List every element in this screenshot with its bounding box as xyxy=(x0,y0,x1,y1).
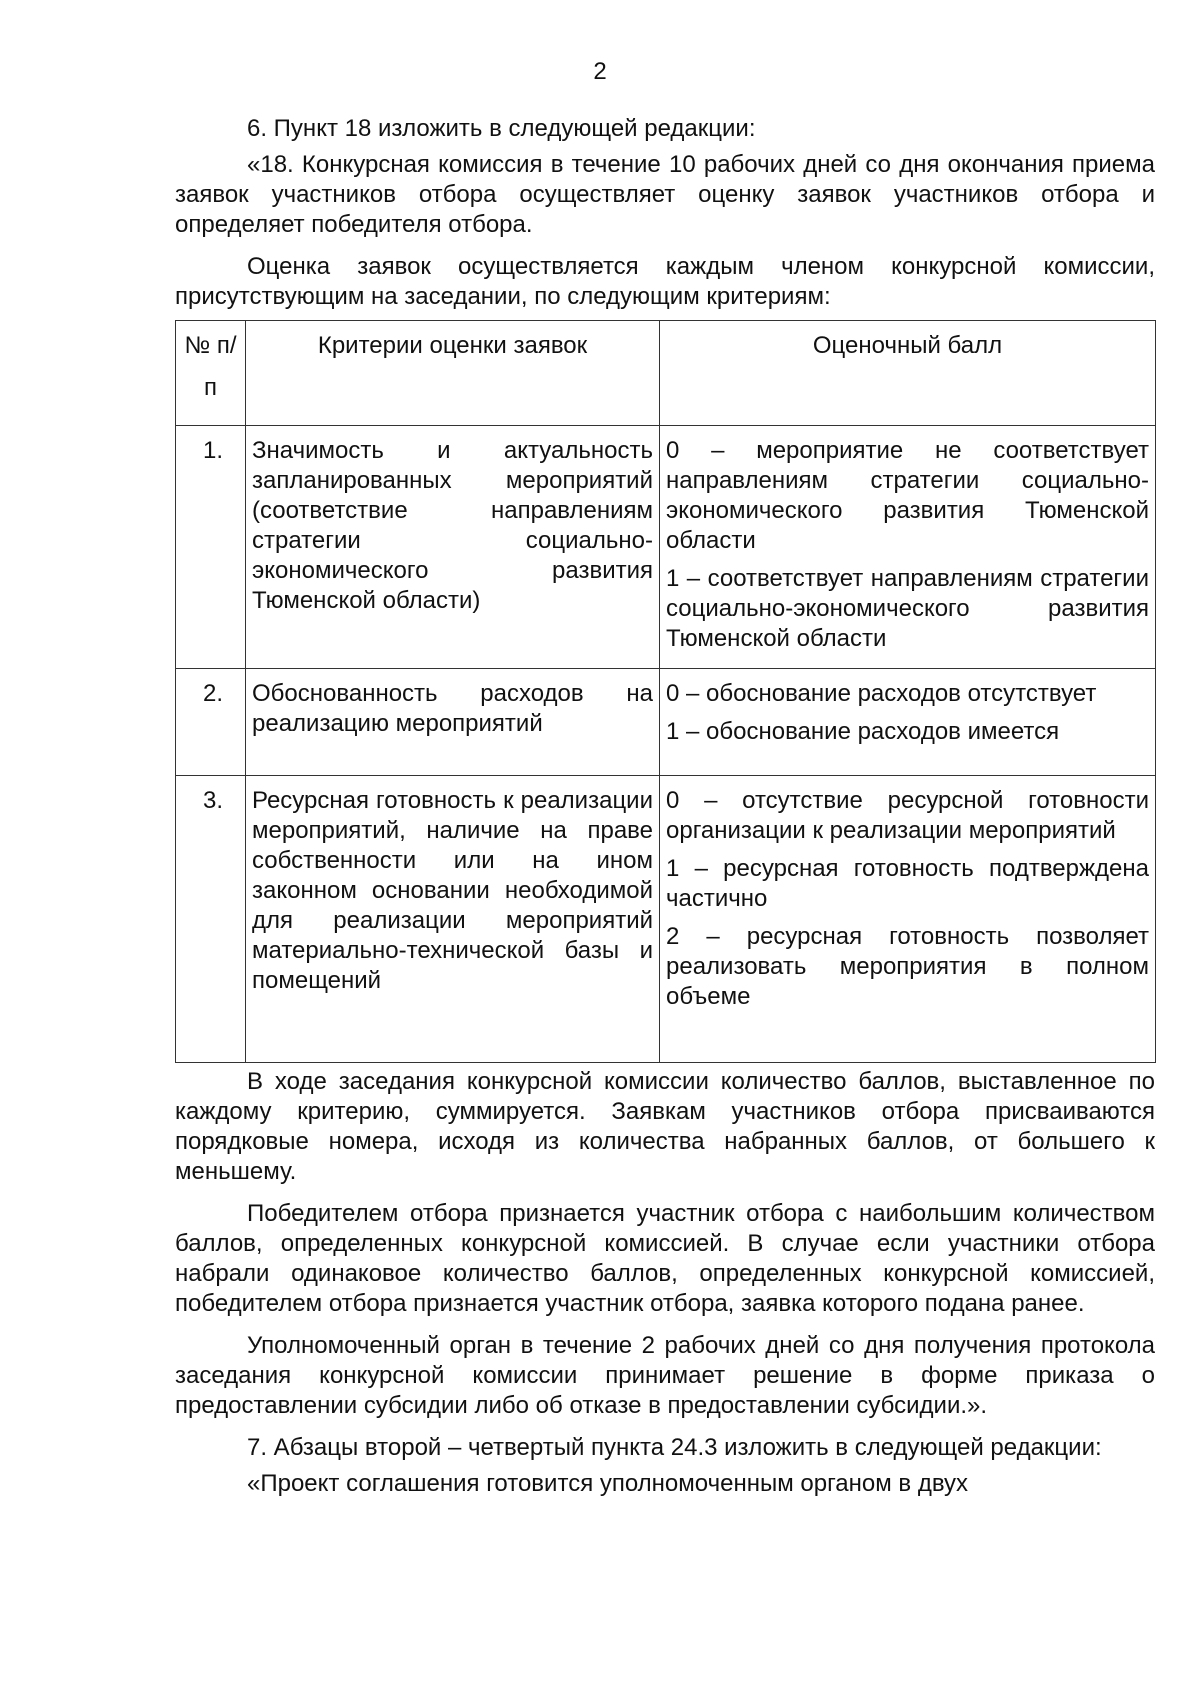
score-option: 1 – ресурсная готовность подтверждена частично xyxy=(666,855,1149,912)
page-number: 2 xyxy=(593,58,607,85)
score-option: 0 – отсутствие ресурсной готовности организации к реализации мероприятий xyxy=(666,787,1149,844)
row-criteria: Обоснованность расходов на реализацию мероприятий xyxy=(246,669,660,776)
paragraph-evaluation-intro: Оценка заявок осуществляется каждым членом конкурсной комиссии, присутствующим на заседании, по следующим критериям: xyxy=(175,253,1155,310)
paragraph-authority-decision: Уполномоченный орган в течение 2 рабочих дней со дня получения протокола заседания конкурсной комиссии принимает решение в форме приказа о предоставлении субсидии либо об отказе в предоставлении субсидии.». xyxy=(175,1332,1155,1419)
row-number: 1. xyxy=(176,426,246,669)
header-num: № п/п xyxy=(176,321,246,426)
table-row xyxy=(176,426,1156,669)
header-criteria: Критерии оценки заявок xyxy=(246,321,660,426)
paragraph-score-summing: В ходе заседания конкурсной комиссии количество баллов, выставленное по каждому критерию, суммируется. Заявкам участников отбора присваиваются порядковые номера, исходя из количества набранных баллов, от большего к меньшему. xyxy=(175,1068,1155,1185)
criteria-table xyxy=(175,320,1156,1063)
table-row xyxy=(176,776,1156,1063)
row-scores xyxy=(660,426,1156,669)
score-option: 2 – ресурсная готовность позволяет реализовать мероприятия в полном объеме xyxy=(666,923,1149,1010)
header-score: Оценочный балл xyxy=(660,321,1156,426)
table-row xyxy=(176,669,1156,776)
score-option: 0 – обоснование расходов отсутствует xyxy=(666,680,1097,707)
paragraph-item-18: «18. Конкурсная комиссия в течение 10 рабочих дней со дня окончания приема заявок участников отбора осуществляет оценку заявок участников отбора и определяет победителя отбора. xyxy=(175,151,1155,238)
paragraph-item-6-heading: 6. Пункт 18 изложить в следующей редакции: xyxy=(247,115,756,142)
paragraph-agreement-draft: «Проект соглашения готовится уполномоченным органом в двух xyxy=(247,1470,969,1497)
row-criteria: Значимость и актуальность запланированных мероприятий (соответствие направлениям стратегии социально-экономического развития Тюменской области) xyxy=(246,426,660,669)
row-criteria: Ресурсная готовность к реализации мероприятий, наличие на праве собственности или на ином законном основании необходимой для реализации мероприятий материально-технической базы и помещений xyxy=(246,776,660,1063)
paragraph-item-7-heading: 7. Абзацы второй – четвертый пункта 24.3 изложить в следующей редакции: xyxy=(247,1434,1102,1461)
row-scores xyxy=(660,669,1156,776)
score-option: 1 – соответствует направлениям стратегии социально-экономического развития Тюменской области xyxy=(666,565,1149,652)
score-option: 1 – обоснование расходов имеется xyxy=(666,718,1060,745)
row-number: 3. xyxy=(176,776,246,1063)
table-header-row xyxy=(176,321,1156,426)
score-option: 0 – мероприятие не соответствует направлениям стратегии социально-экономического развития Тюменской области xyxy=(666,437,1149,554)
document-body xyxy=(175,114,1155,1511)
paragraph-winner-rule: Победителем отбора признается участник отбора с наибольшим количеством баллов, определенных конкурсной комиссией. В случае если участники отбора набрали одинаковое количество баллов, определенных конкурсной комиссией, победителем отбора признается участник отбора, заявка которого подана ранее. xyxy=(175,1200,1155,1317)
row-scores xyxy=(660,776,1156,1063)
row-number: 2. xyxy=(176,669,246,776)
